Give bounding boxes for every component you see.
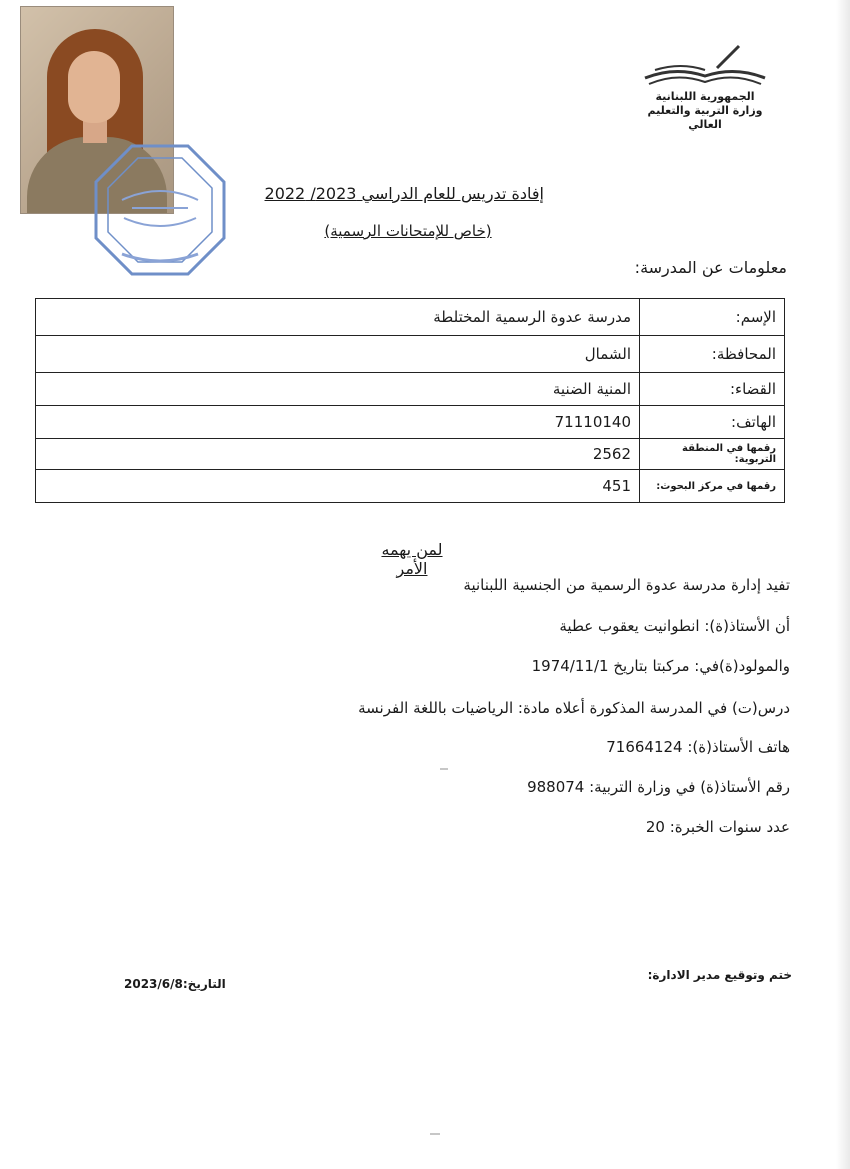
scanned-page-edge (836, 0, 850, 1169)
row-label: الإسم: (640, 299, 785, 336)
ministry-emblem (640, 42, 770, 131)
row-value: 2562 (36, 439, 640, 470)
table-row (36, 373, 785, 406)
row-label: المحافظة: (640, 336, 785, 373)
signature-label: ختم وتوقيع مدير الادارة: (647, 968, 792, 982)
page-title: إفادة تدريس للعام الدراسي 2023/ 2022 (264, 184, 544, 203)
scan-speck (430, 1133, 440, 1135)
page-subtitle: (خاص للإمتحانات الرسمية) (324, 222, 492, 240)
school-info-heading: معلومات عن المدرسة: (634, 258, 787, 277)
body-line-phone: هاتف الأستاذ(ة): 71664124 (606, 738, 790, 756)
row-value: الشمال (36, 336, 640, 373)
row-value: 451 (36, 470, 640, 503)
table-row (36, 299, 785, 336)
table-row (36, 439, 785, 470)
school-info-table (35, 298, 785, 503)
body-line-subject: درس(ت) في المدرسة المذكورة أعلاه مادة: الرياضيات باللغة الفرنسة (358, 699, 790, 717)
row-value: 71110140 (36, 406, 640, 439)
to-whom-heading: لمن يهمه الأمر (381, 540, 443, 578)
open-book-icon (641, 42, 769, 90)
document-date: التاريخ:2023/6/8 (124, 977, 226, 991)
row-label: رقمها في المنطقة التربوية: (640, 439, 785, 470)
row-value: مدرسة عدوة الرسمية المختلطة (36, 299, 640, 336)
row-label: رقمها في مركز البحوث: (640, 470, 785, 503)
row-value: المنية الضنية (36, 373, 640, 406)
emblem-ministry: وزارة التربية والتعليم العالي (647, 104, 763, 131)
scan-speck (440, 768, 448, 770)
emblem-country: الجمهورية اللبنانية (655, 90, 755, 103)
table-row (36, 406, 785, 439)
row-label: الهاتف: (640, 406, 785, 439)
school-seal-stamp (92, 142, 228, 278)
body-line-ministry-number: رقم الأستاذ(ة) في وزارة التربية: 988074 (527, 778, 790, 796)
body-line-experience: عدد سنوات الخبرة: 20 (645, 818, 790, 836)
body-line-birth: والمولود(ة)في: مركبتا بتاريخ 1974/11/1 (531, 657, 790, 675)
table-row (36, 336, 785, 373)
body-line-school: تفيد إدارة مدرسة عدوة الرسمية من الجنسية اللبنانية (463, 576, 790, 594)
body-line-teacher: أن الأستاذ(ة): انطوانيت يعقوب عطية (559, 617, 790, 635)
row-label: القضاء: (640, 373, 785, 406)
table-row (36, 470, 785, 503)
